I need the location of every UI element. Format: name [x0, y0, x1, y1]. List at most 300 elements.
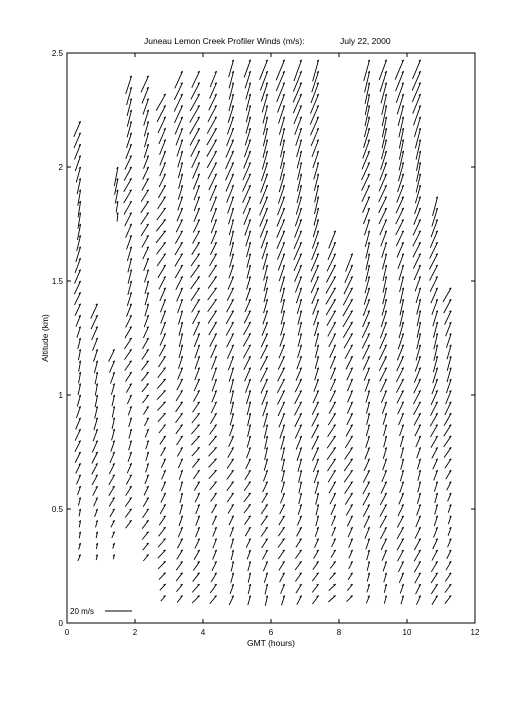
- wind-vector: [176, 436, 182, 445]
- wind-vector: [328, 596, 335, 602]
- wind-vector: [228, 447, 234, 457]
- wind-vector: [228, 504, 234, 513]
- wind-vector: [328, 425, 336, 437]
- wind-vector: [246, 539, 250, 548]
- wind-vector: [175, 242, 183, 255]
- wind-vector: [314, 470, 318, 483]
- wind-vector: [126, 486, 132, 495]
- wind-vector: [208, 276, 217, 288]
- wind-vector: [141, 201, 149, 213]
- wind-vector: [415, 425, 421, 437]
- wind-vector: [349, 539, 353, 548]
- y-axis-label: Altitude (km): [40, 314, 50, 362]
- wind-vector: [432, 550, 438, 561]
- wind-vector: [191, 276, 200, 289]
- wind-vector: [109, 463, 114, 474]
- wind-vector: [227, 493, 233, 502]
- wind-vector: [397, 539, 404, 550]
- wind-vector: [178, 356, 182, 369]
- wind-vector: [227, 299, 234, 312]
- wind-vector: [159, 345, 165, 357]
- wind-vector: [434, 527, 438, 537]
- wind-vector: [211, 493, 217, 502]
- wind-vector: [416, 174, 421, 193]
- wind-vector: [381, 140, 386, 159]
- wind-vector: [143, 543, 149, 550]
- wind-vector: [315, 482, 318, 494]
- wind-vector: [444, 436, 451, 447]
- wind-vector: [127, 395, 131, 404]
- wind-vector: [431, 584, 437, 594]
- reference-vector-label: 20 m/s: [70, 607, 95, 616]
- wind-vector: [141, 190, 148, 202]
- wind-vector: [156, 242, 165, 254]
- wind-vector: [124, 349, 131, 359]
- wind-vector: [414, 550, 421, 561]
- wind-vector: [263, 482, 268, 492]
- wind-vector: [260, 208, 268, 227]
- wind-vector: [315, 356, 318, 369]
- wind-vector: [315, 345, 318, 358]
- wind-vector: [415, 573, 421, 583]
- wind-vector: [246, 459, 251, 469]
- wind-vector: [312, 425, 319, 438]
- wind-vector: [212, 504, 217, 513]
- wind-vector: [278, 185, 284, 203]
- wind-vector: [296, 368, 302, 381]
- wind-vector: [330, 493, 336, 504]
- wind-vector: [176, 584, 182, 591]
- wind-vector: [94, 498, 98, 507]
- wind-vector: [76, 315, 81, 326]
- wind-vector: [75, 292, 81, 305]
- wind-vector: [380, 516, 387, 528]
- wind-vector: [312, 71, 319, 92]
- wind-vector: [177, 379, 183, 390]
- wind-vector: [277, 208, 285, 226]
- wind-vector: [331, 550, 336, 558]
- wind-vector: [365, 447, 370, 459]
- wind-vector: [158, 561, 165, 568]
- wind-vector: [142, 532, 148, 540]
- wind-vector: [195, 356, 200, 369]
- wind-vector: [178, 527, 182, 537]
- wind-vector: [312, 573, 318, 581]
- wind-vector: [158, 413, 166, 421]
- wind-vector: [244, 516, 250, 525]
- wind-vector: [298, 345, 302, 358]
- wind-vector: [398, 550, 404, 561]
- wind-vector: [212, 379, 217, 391]
- wind-vector: [328, 413, 335, 425]
- wind-vector: [343, 288, 352, 305]
- wind-vector: [364, 368, 369, 381]
- wind-vector: [347, 379, 352, 391]
- wind-vector: [312, 596, 318, 604]
- wind-vector: [210, 254, 217, 266]
- wind-vector: [330, 356, 335, 368]
- wind-vector: [381, 390, 386, 402]
- wind-vector: [312, 413, 319, 426]
- y-tick-label: 1: [58, 391, 63, 400]
- wind-vector: [92, 452, 98, 463]
- wind-vector: [159, 573, 166, 580]
- wind-vector: [431, 561, 437, 571]
- wind-vector: [179, 516, 183, 526]
- wind-vector-head: [163, 561, 165, 562]
- wind-vector: [143, 395, 149, 403]
- wind-vector: [295, 219, 302, 237]
- wind-vector: [244, 311, 250, 324]
- wind-vector: [433, 197, 438, 216]
- wind-vector: [176, 413, 183, 423]
- wind-vector: [124, 338, 131, 349]
- wind-vector: [229, 436, 234, 447]
- x-tick-label: 8: [336, 628, 342, 637]
- wind-vector: [262, 493, 268, 503]
- wind-vector-head: [163, 573, 165, 574]
- wind-vector: [209, 322, 217, 335]
- wind-vector: [384, 425, 387, 436]
- wind-vector: [363, 504, 369, 516]
- wind-vector: [330, 379, 335, 391]
- wind-vector: [111, 384, 114, 395]
- wind-vector: [282, 470, 285, 482]
- wind-vector: [281, 482, 284, 493]
- wind-vector: [348, 390, 353, 402]
- wind-vector: [260, 60, 268, 80]
- wind-vector: [161, 459, 165, 468]
- wind-vector: [125, 498, 131, 507]
- wind-vector: [230, 527, 234, 537]
- wind-vector: [248, 425, 251, 437]
- wind-vector: [211, 345, 217, 358]
- wind-vector: [210, 413, 216, 424]
- wind-vector: [347, 402, 352, 414]
- wind-vector: [141, 224, 148, 236]
- chart-title: Juneau Lemon Creek Profiler Winds (m/s):: [144, 36, 305, 46]
- wind-vector: [364, 516, 370, 528]
- wind-vector: [110, 372, 114, 383]
- wind-vector: [145, 304, 149, 316]
- wind-vector: [176, 402, 183, 412]
- wind-vector: [92, 327, 98, 340]
- wind-vector: [126, 475, 131, 485]
- wind-vector: [414, 539, 420, 550]
- wind-vector: [143, 406, 148, 414]
- wind-vector: [75, 304, 81, 316]
- wind-vector: [382, 550, 387, 561]
- wind-vector: [315, 368, 319, 381]
- wind-vector: [144, 315, 148, 327]
- wind-vector: [314, 550, 319, 559]
- wind-vector: [159, 516, 165, 525]
- wind-vector: [158, 356, 165, 367]
- wind-vector: [227, 128, 234, 146]
- wind-vector: [92, 463, 98, 474]
- wind-vector: [192, 596, 199, 603]
- wind-vector: [347, 368, 353, 381]
- wind-vector: [312, 436, 319, 449]
- wind-vector: [176, 219, 182, 232]
- wind-vector: [432, 596, 438, 605]
- wind-vector: [366, 436, 370, 448]
- wind-vector: [125, 509, 131, 518]
- wind-vector: [77, 327, 81, 338]
- wind-vector: [142, 178, 149, 190]
- y-tick-label: 0: [58, 619, 63, 628]
- x-axis-label: GMT (hours): [246, 638, 296, 648]
- wind-vector: [157, 208, 166, 220]
- wind-vector: [433, 539, 438, 549]
- wind-vector: [208, 447, 216, 456]
- wind-vector: [161, 493, 166, 503]
- wind-vector: [193, 390, 199, 401]
- wind-vector: [125, 213, 132, 226]
- wind-vector: [125, 327, 132, 339]
- wind-vector: [364, 128, 370, 148]
- wind-vector: [209, 470, 217, 478]
- wind-vector: [312, 447, 318, 460]
- wind-vector: [446, 561, 451, 570]
- wind-vector: [399, 493, 404, 504]
- wind-vector: [176, 425, 183, 434]
- wind-vector: [380, 493, 386, 505]
- wind-vector: [398, 162, 403, 181]
- wind-vector: [414, 561, 420, 572]
- wind-vector: [194, 550, 199, 560]
- wind-vector: [431, 573, 437, 583]
- wind-vector: [94, 361, 97, 373]
- x-tick-label: 4: [200, 628, 206, 637]
- wind-vector: [330, 561, 335, 568]
- wind-vector: [226, 311, 233, 324]
- wind-vector: [298, 504, 301, 514]
- wind-vector: [227, 470, 234, 479]
- wind-vector: [194, 482, 199, 491]
- wind-vector: [192, 447, 200, 456]
- wind-vector: [124, 190, 132, 203]
- wind-vector: [296, 197, 301, 215]
- wind-vector: [228, 276, 234, 289]
- wind-vector: [124, 201, 132, 214]
- wind-vector: [295, 208, 301, 226]
- wind-vector: [345, 265, 353, 283]
- wind-vector: [382, 470, 387, 482]
- wind-vector: [362, 151, 370, 169]
- wind-vector: [156, 219, 165, 231]
- wind-vector: [208, 311, 217, 324]
- wind-vector: [159, 527, 166, 536]
- wind-vector: [312, 231, 318, 249]
- wind-vector: [158, 368, 166, 378]
- wind-vector: [433, 459, 438, 469]
- wind-vector: [414, 402, 421, 415]
- wind-vector: [210, 482, 217, 490]
- wind-vector: [345, 447, 353, 459]
- wind-vector: [158, 197, 166, 209]
- wind-vector: [262, 151, 267, 169]
- wind-vector: [416, 516, 421, 527]
- wind-vector-head: [197, 596, 199, 597]
- wind-vector: [143, 247, 149, 259]
- wind-vector: [192, 584, 199, 592]
- wind-vector: [143, 555, 148, 561]
- wind-vector: [399, 413, 404, 425]
- wind-vector: [192, 242, 200, 255]
- wind-vector: [380, 162, 387, 180]
- wind-vector: [277, 219, 285, 237]
- wind-vector: [346, 504, 352, 515]
- wind-vector: [177, 539, 182, 549]
- wind-vector: [310, 94, 318, 114]
- wind-vector: [265, 436, 268, 449]
- wind-vector-head: [350, 596, 352, 597]
- wind-vector: [144, 486, 149, 495]
- wind-vector: [193, 402, 200, 413]
- wind-vector: [279, 174, 284, 192]
- x-tick-label: 6: [268, 628, 274, 637]
- wind-vector: [160, 584, 166, 590]
- wind-vector: [212, 516, 216, 525]
- wind-vector: [143, 167, 149, 180]
- wind-vector: [295, 573, 301, 582]
- wind-vector: [417, 447, 421, 458]
- wind-vector: [366, 425, 369, 437]
- wind-vector: [178, 459, 182, 468]
- wind-vector: [143, 509, 149, 518]
- wind-vector: [346, 356, 353, 369]
- wind-vector: [447, 550, 451, 559]
- wind-vector: [144, 258, 149, 271]
- wind-vector: [430, 413, 437, 426]
- wind-vector: [313, 60, 319, 82]
- wind-vector: [363, 482, 370, 494]
- wind-vector: [412, 71, 420, 90]
- wind-vector: [381, 151, 387, 170]
- wind-vector: [380, 527, 386, 539]
- wind-vector: [294, 231, 302, 249]
- wind-vector: [261, 504, 267, 514]
- wind-vector: [226, 322, 233, 336]
- wind-vector: [310, 105, 318, 124]
- wind-vector: [145, 292, 149, 305]
- wind-vector: [157, 379, 165, 389]
- wind-vector: [366, 390, 370, 402]
- wind-vector: [297, 527, 302, 536]
- wind-vector: [282, 459, 285, 471]
- wind-vector: [246, 447, 250, 458]
- wind-vector: [263, 561, 267, 571]
- wind-vector: [213, 539, 217, 548]
- wind-vector: [434, 516, 437, 526]
- wind-vector: [263, 140, 268, 158]
- wind-vector: [160, 299, 165, 312]
- wind-vector: [245, 299, 251, 312]
- wind-vector: [245, 470, 251, 480]
- wind-vector: [278, 356, 284, 369]
- wind-vector: [194, 333, 199, 347]
- wind-vector: [365, 379, 369, 391]
- wind-vector: [278, 550, 284, 559]
- wind-vector: [281, 584, 285, 594]
- wind-vector: [293, 83, 301, 103]
- wind-vector: [145, 281, 149, 294]
- wind-vector: [280, 504, 285, 514]
- wind-vector: [329, 573, 335, 580]
- wind-vector: [142, 235, 149, 247]
- wind-vector: [279, 561, 285, 570]
- wind-vector: [157, 254, 166, 266]
- wind-vector: [77, 475, 81, 484]
- wind-vector: [94, 349, 98, 361]
- wind-vector: [327, 436, 335, 448]
- wind-vector: [295, 390, 302, 403]
- wind-vector: [262, 539, 268, 548]
- wind-vector: [125, 361, 132, 371]
- wind-vector: [176, 390, 183, 401]
- wind-vector: [92, 475, 98, 485]
- wind-vector: [76, 463, 81, 473]
- wind-vector: [293, 71, 301, 91]
- wind-vector: [265, 447, 268, 459]
- wind-vector: [431, 436, 438, 448]
- wind-vector: [178, 368, 183, 380]
- wind-vector: [93, 486, 98, 496]
- wind-vector: [276, 60, 285, 81]
- wind-vector: [177, 447, 182, 456]
- wind-vector: [193, 231, 200, 244]
- wind-vector: [347, 584, 352, 590]
- wind-vector: [212, 390, 217, 402]
- wind-vector: [400, 436, 403, 447]
- wind-vector: [294, 60, 302, 81]
- wind-vector: [125, 372, 131, 381]
- wind-vector: [161, 311, 166, 324]
- wind-vector: [331, 368, 336, 380]
- wind-vector: [75, 441, 81, 452]
- wind-vector: [399, 151, 404, 170]
- wind-vector: [112, 429, 115, 440]
- wind-vector: [416, 162, 420, 181]
- wind-vector: [312, 402, 318, 415]
- x-tick-label: 12: [470, 628, 480, 637]
- wind-vector: [297, 596, 302, 605]
- plot-frame: [67, 53, 475, 623]
- wind-vector: [444, 425, 451, 437]
- wind-vector: [195, 493, 199, 502]
- wind-vector: [161, 447, 166, 456]
- wind-vector: [383, 561, 387, 571]
- wind-vector: [295, 550, 301, 559]
- wind-vector: [444, 447, 451, 457]
- wind-vector: [209, 265, 217, 277]
- wind-vector: [193, 573, 200, 582]
- wind-vector: [213, 550, 217, 560]
- wind-vector: [230, 413, 233, 425]
- wind-vector: [345, 493, 352, 505]
- wind-vector: [124, 178, 132, 191]
- wind-vector: [144, 270, 148, 283]
- wind-vector: [364, 459, 370, 471]
- wind-vector: [193, 322, 199, 336]
- wind-vector: [329, 231, 336, 249]
- wind-vector: [158, 265, 166, 278]
- wind-vector: [365, 105, 370, 126]
- wind-vector: [160, 333, 166, 345]
- wind-vector: [210, 333, 217, 346]
- wind-vector: [383, 447, 386, 458]
